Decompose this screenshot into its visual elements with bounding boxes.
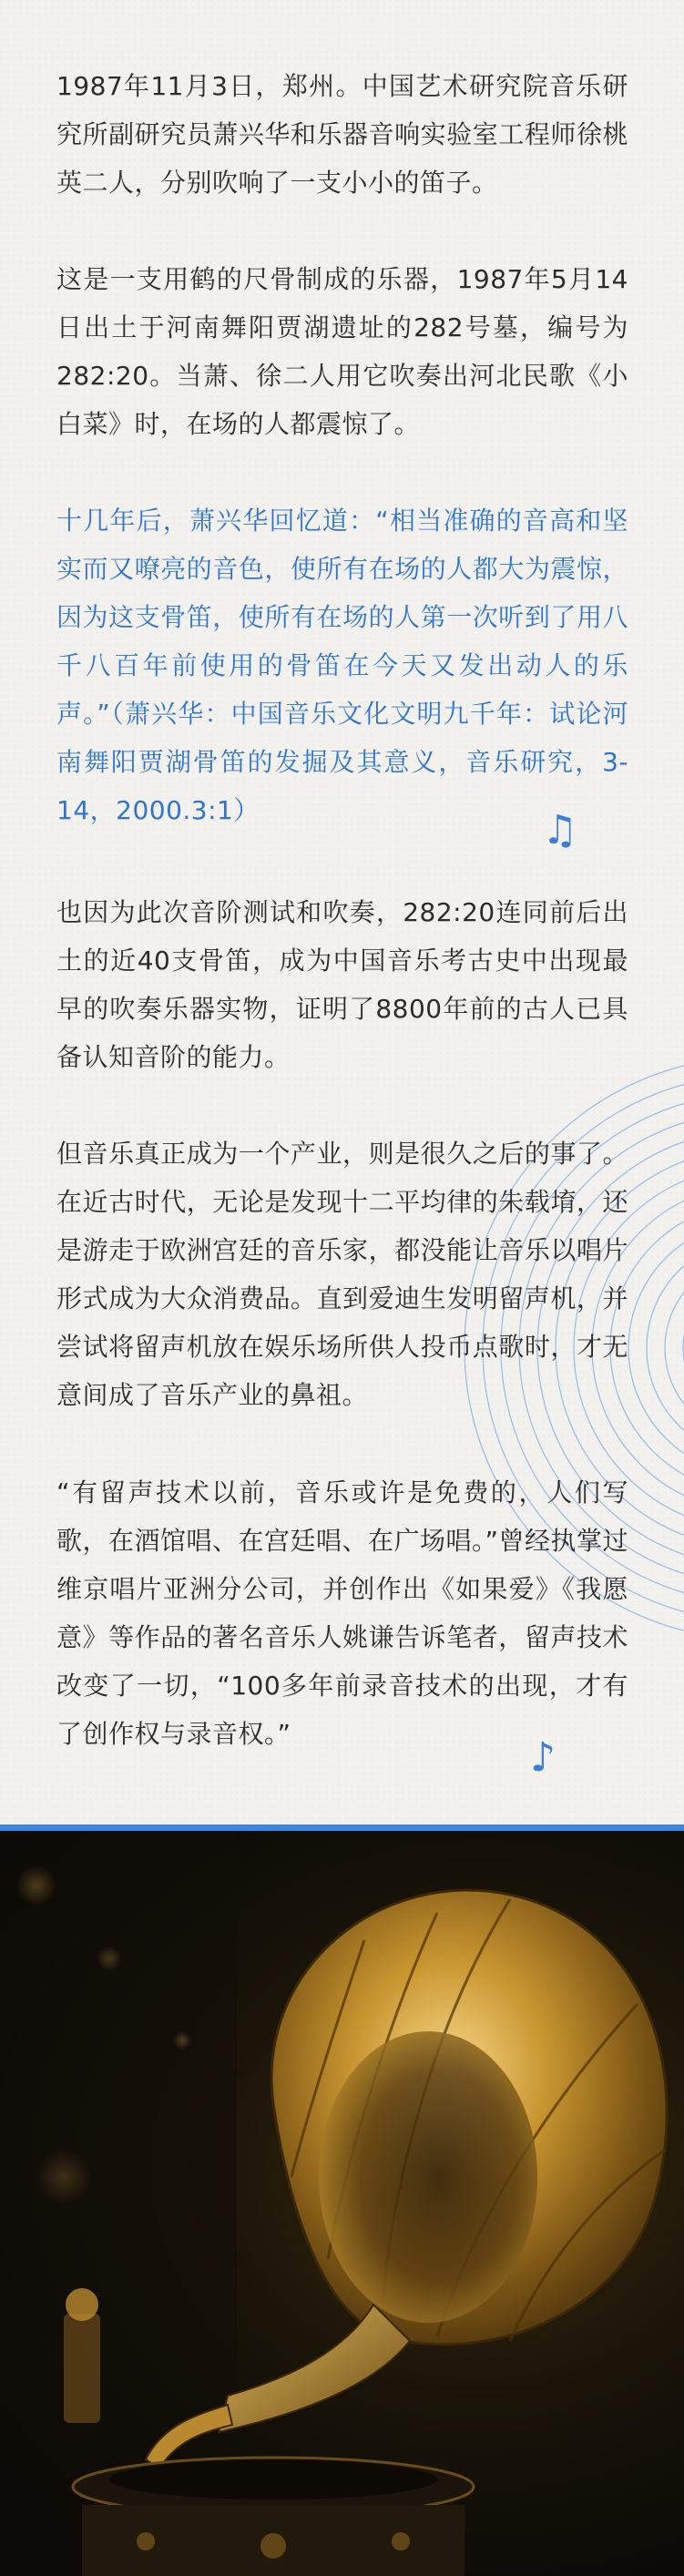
paragraph-2: 这是一支用鹤的尺骨制成的乐器，1987年5月14日出土于河南舞阳贾湖遗址的282号墓，编号为282:20。当萧、徐二人用它吹奏出河北民歌《小白菜》时，在场的人都震惊了。 xyxy=(56,264,628,439)
music-notes-icon: ♫ xyxy=(542,807,578,854)
gramophone-illustration xyxy=(0,1831,684,2576)
paragraph-5: 但音乐真正成为一个产业，则是很久之后的事了。在近古时代，无论是发现十二平均律的朱载堉，还是游走于欧洲宫廷的音乐家，都没能让音乐以唱片形式成为大众消费品。直到爱迪生发明留声机，并尝试将留声机放在娱乐场所供人投币点歌时，才无意间成了音乐产业的鼻祖。 xyxy=(56,1139,628,1410)
accent-divider xyxy=(0,1825,684,1831)
music-note-icon: ♪ xyxy=(530,1734,556,1781)
paragraph-1: 1987年11月3日，郑州。中国艺术研究院音乐研究所副研究员萧兴华和乐器音响实验室工程师徐桃英二人，分别吹响了一支小小的笛子。 xyxy=(56,71,628,198)
gramophone-photo xyxy=(0,1831,684,2576)
paragraph-6: “有留声技术以前，音乐或许是免费的，人们写歌，在酒馆唱、在宫廷唱、在广场唱。”曾经执掌过维京唱片亚洲分公司，并创作出《如果爱》《我愿意》等作品的著名音乐人姚谦告诉笔者，留声技术改变了一切，“100多年前录音技术的出现，才有了创作权与录音权。” xyxy=(56,1477,629,1749)
quote-paragraph: 十几年后，萧兴华回忆道：“相当准确的音高和坚实而又嘹亮的音色，使所有在场的人都大为震惊，因为这支骨笛，使所有在场的人第一次听到了用八千八百年前使用的骨笛在今天又发出动人的乐声。”（萧兴华：中国音乐文化文明九千年：试论河南舞阳贾湖骨笛的发掘及其意义，音乐研究，3-14，2000.3:1） xyxy=(56,506,628,825)
paragraph-4: 也因为此次音阶测试和吹奏，282:20连同前后出土的近40支骨笛，成为中国音乐考古史中出现最早的吹奏乐器实物，证明了8800年前的古人已具备认知音阶的能力。 xyxy=(56,897,628,1072)
